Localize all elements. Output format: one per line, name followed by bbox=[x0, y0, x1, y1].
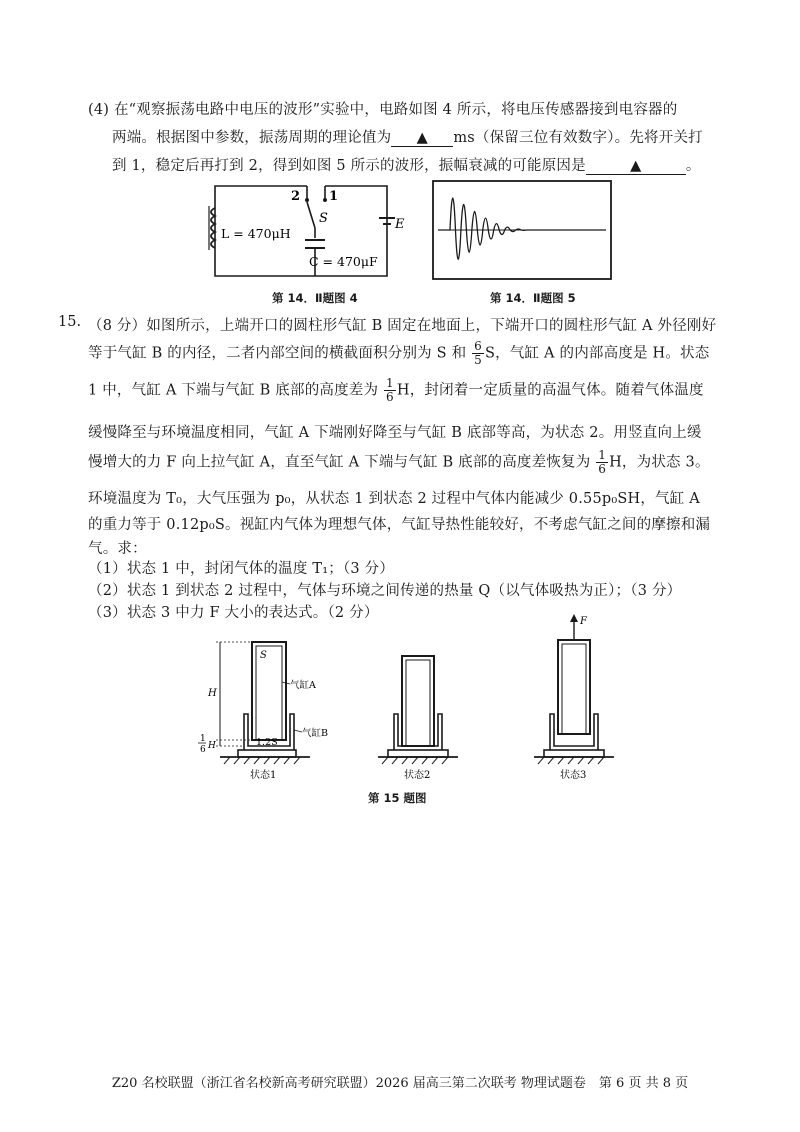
q15-sub1: （1）状态 1 中，封闭气体的温度 T₁；（3 分） bbox=[88, 561, 395, 577]
answer-blank-period: ▲ bbox=[391, 130, 453, 147]
answer-blank-reason: ▲ bbox=[586, 158, 686, 175]
q15-line8: 气。求： bbox=[88, 541, 147, 557]
frac-num: 1 bbox=[598, 448, 607, 462]
label-L: L = 470μH bbox=[221, 226, 291, 241]
label-cylinder-B: 气缸B bbox=[302, 728, 328, 739]
q14-part4-line2 bbox=[112, 126, 703, 147]
fig5-caption: 第 14．Ⅱ题图 5 bbox=[490, 291, 576, 305]
frac-den: 5 bbox=[474, 353, 482, 367]
q15-text: H，为状态 3。 bbox=[609, 454, 710, 471]
q15-line3 bbox=[88, 377, 704, 404]
label-H: H bbox=[208, 688, 217, 699]
q15-text: S，气缸 A 的内部高度是 H。状态 bbox=[484, 345, 710, 362]
q14-text: ms（保留三位有效数字）。先将开关打 bbox=[453, 130, 703, 146]
waveform-trace bbox=[438, 198, 606, 259]
label-1: 1 bbox=[329, 189, 339, 204]
label-2: 2 bbox=[291, 189, 301, 204]
fraction-1-6-b bbox=[596, 449, 608, 476]
frac-den: 6 bbox=[386, 390, 394, 404]
label-E: E bbox=[395, 217, 405, 232]
q15-line5 bbox=[88, 449, 710, 476]
circuit-diagram-fig4 bbox=[205, 178, 405, 282]
waveform-fig5 bbox=[432, 180, 612, 280]
label-cylinder-A: 气缸A bbox=[290, 680, 316, 691]
q14-part4-line3 bbox=[112, 154, 701, 175]
q15-text: 等于气缸 B 的内径，二者内部空间的横截面积分别为 S 和 bbox=[88, 345, 467, 362]
state2-label: 状态2 bbox=[404, 770, 431, 781]
fraction-1-6 bbox=[384, 377, 396, 404]
fig15-caption: 第 15 题图 bbox=[368, 791, 427, 805]
q15-number: 15. bbox=[58, 314, 82, 330]
label-F: F bbox=[580, 616, 587, 627]
switch-contact-1 bbox=[323, 198, 327, 202]
label-S: S bbox=[319, 211, 328, 226]
page-footer: Z20 名校联盟（浙江省名校新高考研究联盟）2026 届高三第二次联考 物理试题卷 第 6 页 共 8 页 bbox=[111, 1076, 689, 1091]
fraction-6-5 bbox=[472, 340, 484, 367]
frac-num: 1 bbox=[386, 376, 394, 390]
q15-sub3: （3）状态 3 中力 F 大小的表达式。（2 分） bbox=[88, 605, 379, 621]
label-H-small: H bbox=[208, 741, 216, 751]
force-arrow-icon bbox=[570, 614, 578, 622]
label-C: C = 470μF bbox=[309, 254, 378, 269]
q14-text: 。 bbox=[685, 158, 701, 174]
q15-text: 慢增大的力 F 向上拉气缸 A，直至气缸 A 下端与气缸 B 底部的高度差恢复为 bbox=[88, 454, 591, 471]
state3-label: 状态3 bbox=[560, 770, 587, 781]
label-S: S bbox=[260, 650, 267, 661]
q14-text: 到 1，稳定后再打到 2，得到如图 5 所示的波形，振幅衰减的可能原因是 bbox=[112, 158, 586, 174]
q15-line7: 的重力等于 0.12p₀S。视缸内气体为理想气体，气缸导热性能较好，不考虑气缸之间的摩擦和漏 bbox=[88, 517, 711, 533]
frac-den: 6 bbox=[598, 462, 607, 476]
frac-num: 6 bbox=[474, 339, 482, 353]
frac-6: 6 bbox=[200, 745, 206, 755]
label-1-2S: 1.2S bbox=[256, 737, 278, 748]
q15-text: 1 中，气缸 A 下端与气缸 B 底部的高度差为 bbox=[88, 382, 379, 399]
fig4-caption: 第 14．Ⅱ题图 4 bbox=[272, 291, 358, 305]
q15-line6: 环境温度为 T₀，大气压强为 p₀，从状态 1 到状态 2 过程中气体内能减少 0.55p₀SH，气缸 A bbox=[88, 491, 700, 507]
q15-text: H，封闭着一定质量的高温气体。随着气体温度 bbox=[396, 382, 704, 399]
switch-contact-2 bbox=[305, 198, 309, 202]
q15-sub2: （2）状态 1 到状态 2 过程中，气体与环境之间传递的热量 Q（以气体吸热为正）；（3 分） bbox=[88, 583, 682, 599]
frac-1: 1 bbox=[200, 734, 206, 744]
q15-line4: 缓慢降至与环境温度相同，气缸 A 下端刚好降至与气缸 B 底部等高，为状态 2。用竖直向上缓 bbox=[88, 425, 702, 441]
q15-line2 bbox=[88, 340, 709, 367]
cylinders-figure bbox=[190, 612, 620, 787]
state1-label: 状态1 bbox=[250, 770, 277, 781]
q14-part4-line1: (4) 在“观察振荡电路中电压的波形”实验中，电路如图 4 所示，将电压传感器接到电容器的 bbox=[88, 102, 678, 118]
q14-text: 两端。根据图中参数，振荡周期的理论值为 bbox=[112, 130, 392, 146]
q15-line1: （8 分）如图所示，上端开口的圆柱形气缸 B 固定在地面上，下端开口的圆柱形气缸 A 外径刚好 bbox=[88, 318, 717, 334]
